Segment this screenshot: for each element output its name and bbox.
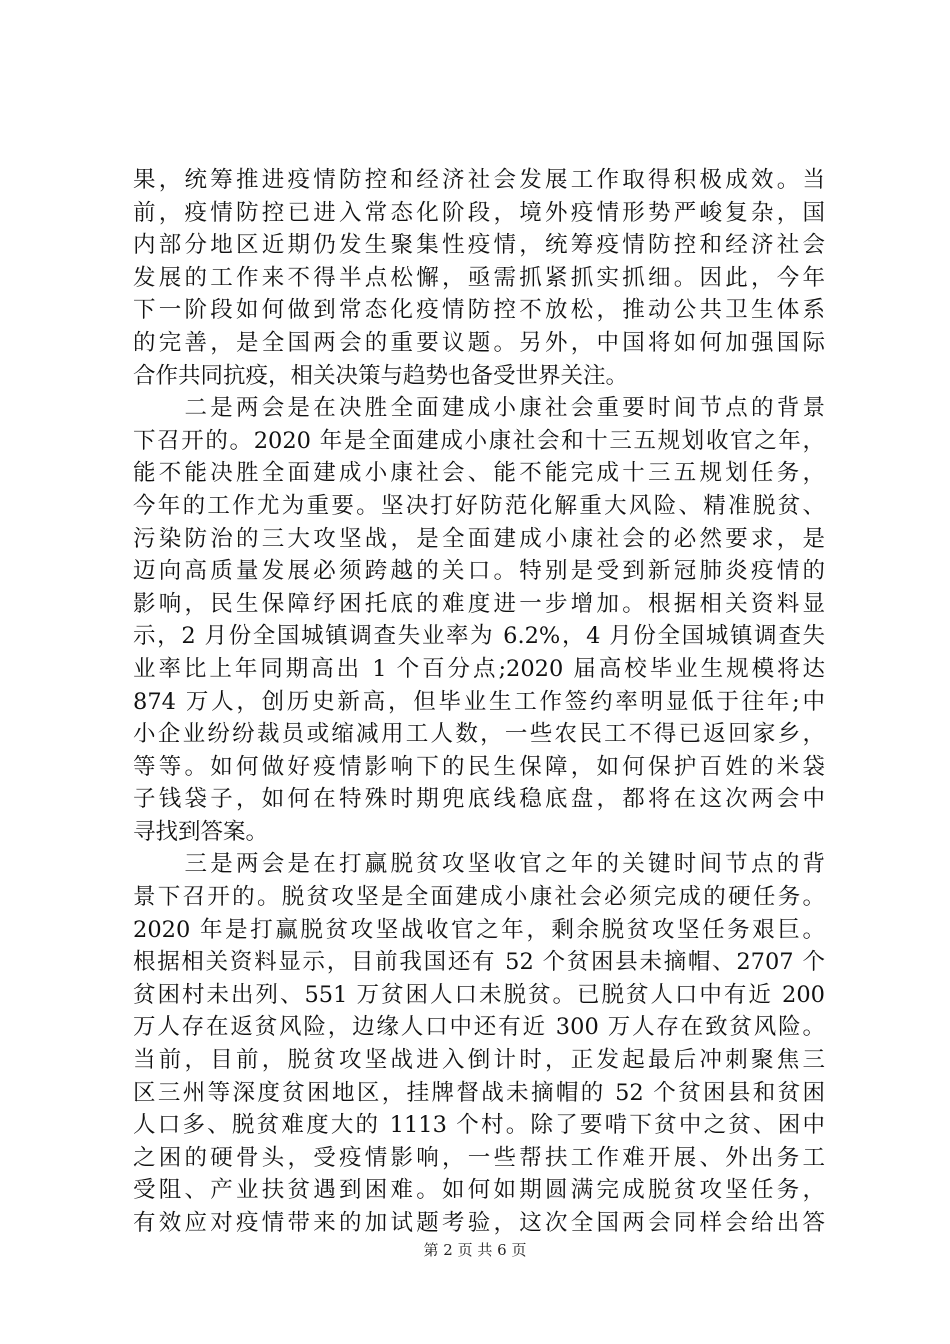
text-line: 景下召开的。脱贫攻坚是全面建成小康社会必须完成的硬任务。 [133,884,825,911]
text-line: 能不能决胜全面建成小康社会、能不能完成十三五规划任务， [133,460,825,487]
text-line: 二是两会是在决胜全面建成小康社会重要时间节点的背景 [133,395,825,422]
page-footer: 第 2 页 共 6 页 [423,1241,527,1259]
text-line: 万人存在返贫风险，边缘人口中还有近 300 万人存在致贫风险。 [133,1014,825,1041]
text-line: 受阻、产业扶贫遇到困难。如何如期圆满完成脱贫攻坚任务， [133,1177,825,1204]
text-line: 前，疫情防控已进入常态化阶段，境外疫情形势严峻复杂，国 [133,199,825,226]
text-line: 的完善，是全国两会的重要议题。另外，中国将如何加强国际 [133,329,825,356]
text-line: 业率比上年同期高出 1 个百分点;2020 届高校毕业生规模将达 [133,655,825,682]
text-line: 合作共同抗疫，相关决策与趋势也备受世界关注。 [133,362,629,389]
text-line: 污染防治的三大攻坚战，是全面建成小康社会的必然要求，是 [133,525,825,552]
text-line: 2020 年是打赢脱贫攻坚战收官之年，剩余脱贫攻坚任务艰巨。 [133,916,825,943]
text-line: 影响，民生保障纾困托底的难度进一步增加。根据相关资料显 [133,590,825,617]
text-line: 果，统筹推进疫情防控和经济社会发展工作取得积极成效。当 [133,167,825,193]
text-line: 下召开的。2020 年是全面建成小康社会和十三五规划收官之年， [133,427,825,454]
text-line: 等等。如何做好疫情影响下的民生保障，如何保护百姓的米袋 [133,753,825,780]
text-line: 发展的工作来不得半点松懈，亟需抓紧抓实抓细。因此，今年 [133,264,825,291]
text-line: 贫困村未出列、551 万贫困人口未脱贫。已脱贫人口中有近 200 [133,981,825,1008]
text-line: 子钱袋子，如何在特殊时期兜底线稳底盘，都将在这次两会中 [133,786,825,813]
text-line: 小企业纷纷裁员或缩减用工人数，一些农民工不得已返回家乡， [133,721,825,748]
text-line: 迈向高质量发展必须跨越的关口。特别是受到新冠肺炎疫情的 [133,558,825,585]
text-line: 三是两会是在打赢脱贫攻坚收官之年的关键时间节点的背 [133,851,825,878]
body-text [133,164,825,1240]
text-line: 874 万人，创历史新高，但毕业生工作签约率明显低于往年;中 [133,688,825,715]
text-line: 之困的硬骨头，受疫情影响，一些帮扶工作难开展、外出务工 [133,1144,825,1171]
text-line: 区三州等深度贫困地区，挂牌督战未摘帽的 52 个贫困县和贫困 [133,1079,825,1106]
text-line: 寻找到答案。 [133,818,269,845]
text-line: 今年的工作尤为重要。坚决打好防范化解重大风险、精准脱贫、 [133,492,825,519]
text-line: 有效应对疫情带来的加试题考验，这次全国两会同样会给出答 [133,1210,825,1236]
text-line: 示，2 月份全国城镇调查失业率为 6.2%，4 月份全国城镇调查失 [133,623,825,650]
text-line: 下一阶段如何做到常态化疫情防控不放松，推动公共卫生体系 [133,297,825,324]
text-line: 内部分地区近期仍发生聚集性疫情，统筹疫情防控和经济社会 [133,232,825,259]
text-line: 当前，目前，脱贫攻坚战进入倒计时，正发起最后冲刺聚焦三 [133,1047,825,1074]
text-line: 人口多、脱贫难度大的 1113 个村。除了要啃下贫中之贫、困中 [133,1112,825,1139]
text-line: 根据相关资料显示，目前我国还有 52 个贫困县未摘帽、2707 个 [133,949,825,976]
